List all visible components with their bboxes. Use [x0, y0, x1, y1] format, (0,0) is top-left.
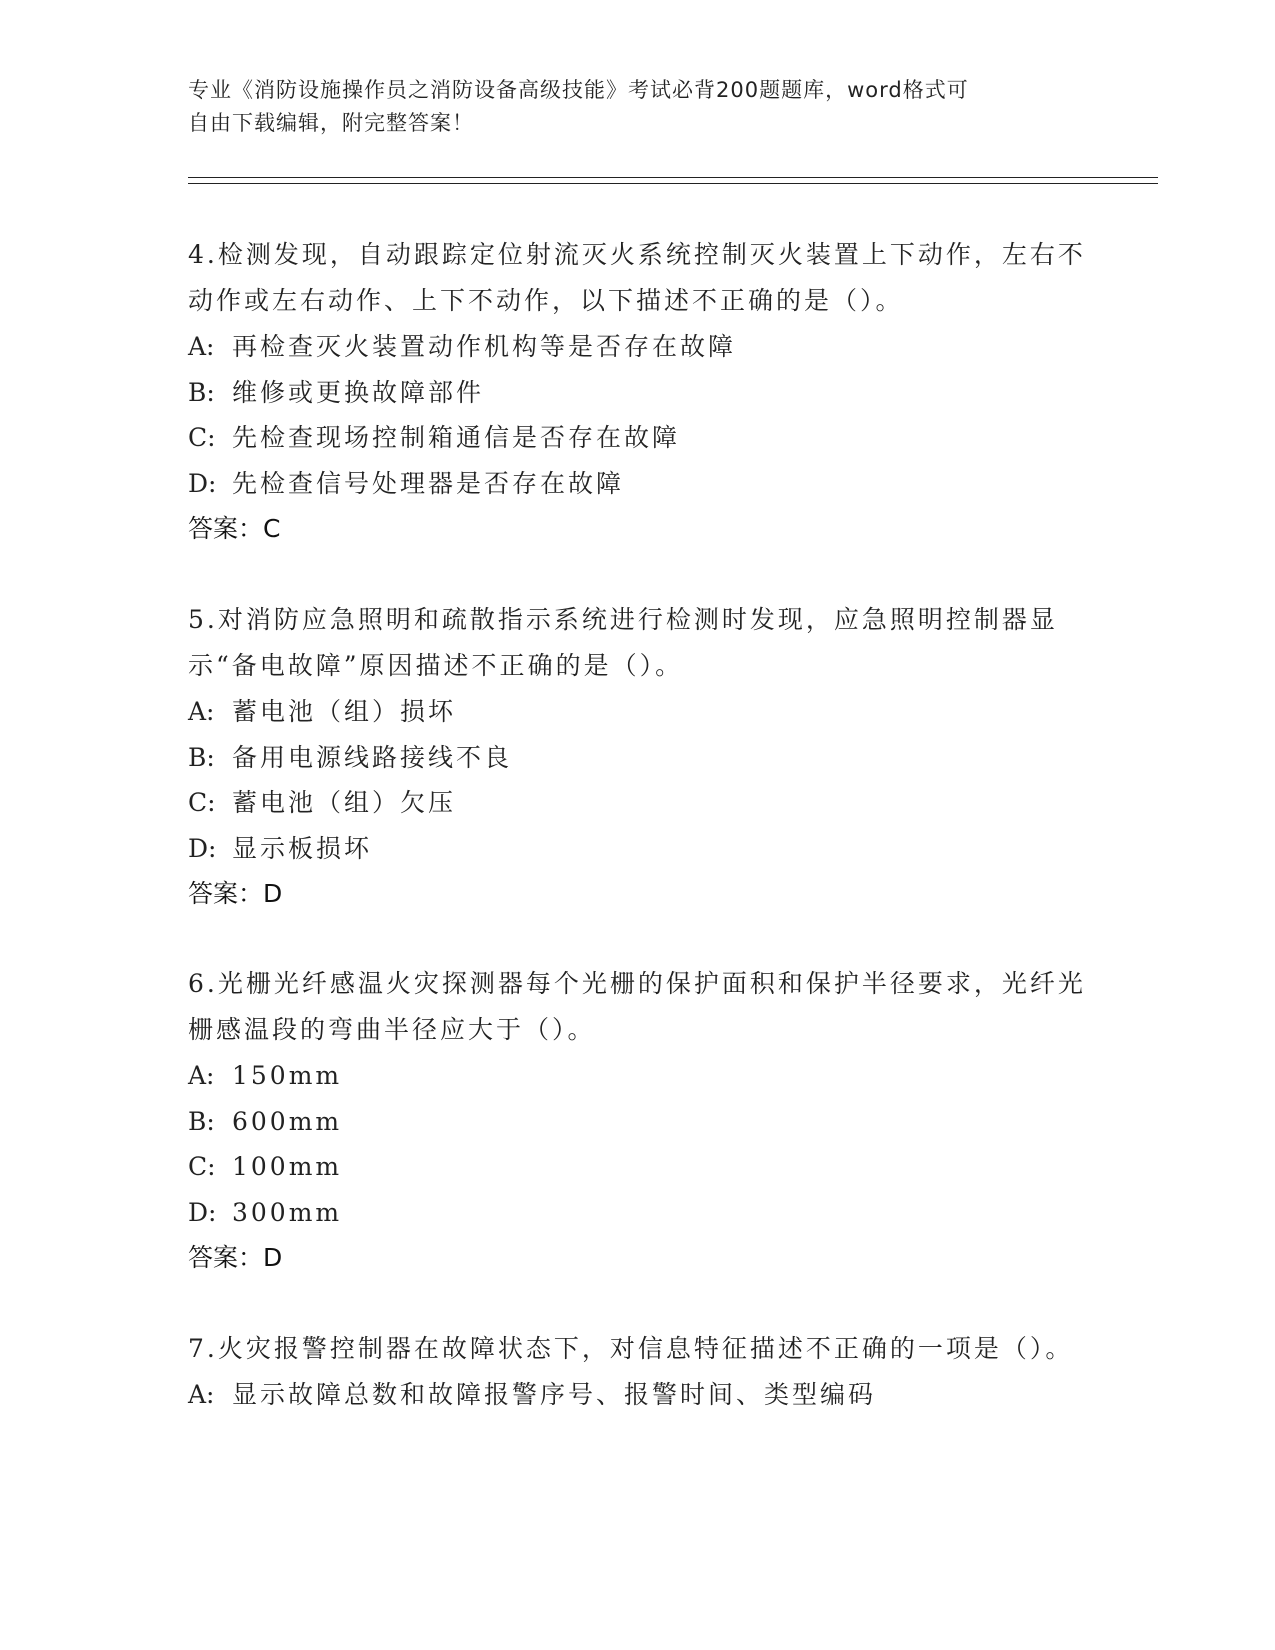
answer: 答案：D	[188, 1243, 283, 1272]
option-c	[188, 780, 1088, 826]
option-text: 先检查信号处理器是否存在故障	[232, 468, 625, 498]
option-b	[188, 370, 1088, 416]
option-label: C:	[188, 1152, 216, 1181]
option-b	[188, 735, 1088, 781]
answer: 答案：D	[188, 879, 283, 908]
question-7	[188, 1326, 1088, 1418]
question-text: 5.对消防应急照明和疏散指示系统进行检测时发现，应急照明控制器显示“备电故障”原因描述不正确的是（）。	[188, 605, 1058, 680]
header-line-1: 专业《消防设施操作员之消防设备高级技能》考试必背200题题库，word格式可	[188, 78, 969, 102]
option-label: C:	[188, 788, 216, 817]
option-label: B:	[188, 377, 215, 407]
option-a	[188, 1372, 1088, 1418]
option-text: 备用电源线路接线不良	[232, 742, 513, 772]
option-label: B:	[188, 742, 215, 772]
option-label: D:	[188, 833, 217, 863]
option-text: 显示板损坏	[232, 833, 373, 863]
option-text: 蓄电池（组）损坏	[232, 697, 457, 726]
option-text: 150mm	[232, 1061, 343, 1090]
option-label: B:	[188, 1106, 215, 1136]
question-4	[188, 232, 1088, 552]
option-c	[188, 415, 1088, 461]
option-text: 显示故障总数和故障报警序号、报警时间、类型编码	[232, 1380, 877, 1409]
option-label: A:	[188, 1061, 215, 1090]
option-d	[188, 826, 1088, 872]
option-c	[188, 1144, 1088, 1190]
answer: 答案：C	[188, 514, 281, 543]
option-label: D:	[188, 1197, 217, 1227]
option-d	[188, 461, 1088, 507]
option-d	[188, 1190, 1088, 1236]
option-text: 先检查现场控制箱通信是否存在故障	[232, 423, 681, 452]
header-line-2: 自由下载编辑，附完整答案！	[188, 111, 474, 135]
header-divider-bottom	[188, 183, 1158, 184]
question-text: 4.检测发现，自动跟踪定位射流灭火系统控制灭火装置上下动作，左右不动作或左右动作、上下不动作，以下描述不正确的是（）。	[188, 240, 1086, 315]
option-b	[188, 1099, 1088, 1145]
question-6	[188, 961, 1088, 1281]
option-a	[188, 689, 1088, 735]
option-text: 再检查灭火装置动作机构等是否存在故障	[232, 332, 737, 361]
question-text: 6.光栅光纤感温火灾探测器每个光栅的保护面积和保护半径要求，光纤光栅感温段的弯曲半径应大于（）。	[188, 969, 1086, 1044]
option-text: 蓄电池（组）欠压	[232, 788, 457, 817]
option-a	[188, 1053, 1088, 1099]
option-a	[188, 324, 1088, 370]
option-label: D:	[188, 468, 217, 498]
question-5	[188, 597, 1088, 917]
header-divider-top	[188, 177, 1158, 178]
option-label: A:	[188, 332, 215, 361]
option-text: 300mm	[232, 1197, 343, 1227]
document-header	[188, 74, 1088, 140]
option-label: C:	[188, 423, 216, 452]
option-text: 100mm	[232, 1152, 343, 1181]
option-text: 600mm	[232, 1106, 343, 1136]
option-label: A:	[188, 697, 215, 726]
option-label: A:	[188, 1380, 215, 1409]
question-text: 7.火灾报警控制器在故障状态下，对信息特征描述不正确的一项是（）。	[188, 1334, 1074, 1363]
option-text: 维修或更换故障部件	[232, 377, 485, 407]
